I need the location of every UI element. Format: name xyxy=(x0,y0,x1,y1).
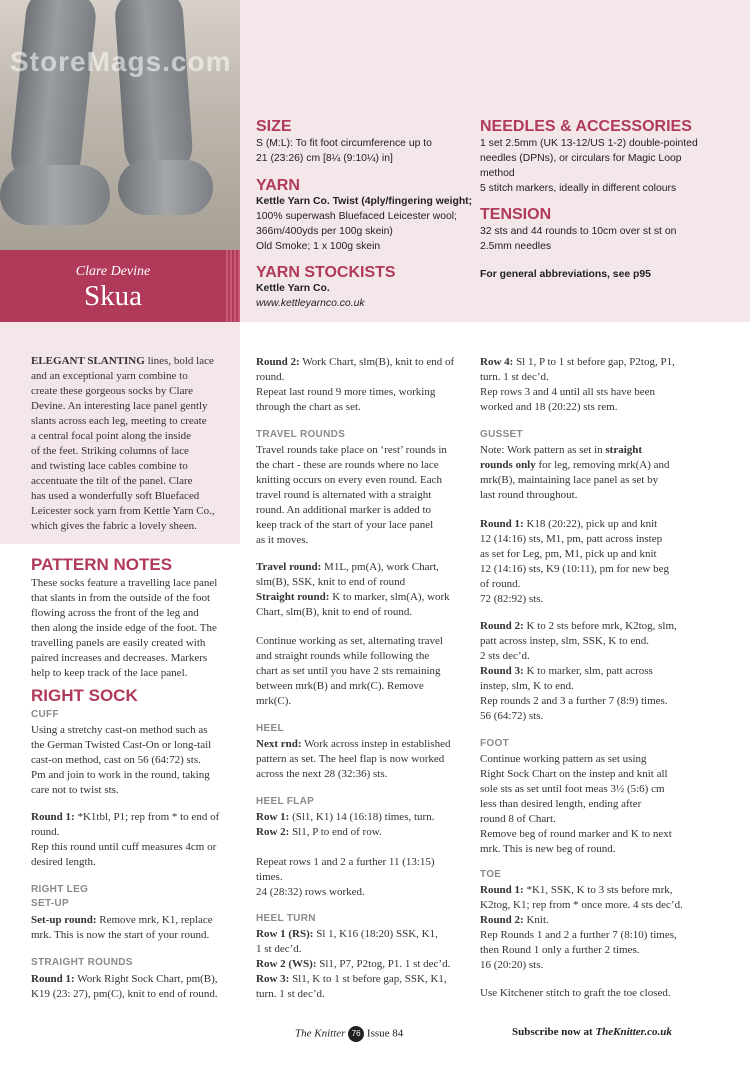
round-label: Round 1: xyxy=(31,973,75,985)
subscribe-site[interactable]: TheKnitter.co.uk xyxy=(595,1026,672,1038)
footer-subscribe[interactable] xyxy=(512,1026,672,1038)
yarn-line-3: 366m/400yds per 100g skein) xyxy=(256,226,393,237)
travel-line: the chart - these are rounds where no lace xyxy=(256,459,439,471)
needles-line-2: needles (DPNs), or circulars for Magic Loop xyxy=(480,153,682,164)
cuff-line: cast-on method, cast on 56 (64:72) sts. xyxy=(31,754,201,766)
yarn-heading: YARN xyxy=(256,177,300,194)
round-label: Round 2: xyxy=(480,914,524,926)
round-text: slm(B), SSK, knit to end of round xyxy=(256,576,406,588)
title-stripe xyxy=(226,250,240,322)
watermark: StoreMags.com xyxy=(10,46,232,77)
foot-line: mrk. This is new beg of round. xyxy=(480,843,616,855)
intro-line: Devine. An interesting lace panel gently xyxy=(31,400,208,412)
foot-heading: FOOT xyxy=(480,738,509,749)
travel-line: knitting occurs on every even round. Each xyxy=(256,474,443,486)
round-text: instep, slm, K to end. xyxy=(480,680,574,692)
round-label: Travel round: xyxy=(256,561,322,573)
heel-flap-repeat xyxy=(256,855,468,900)
row-label: Row 2: xyxy=(256,826,290,838)
notes-line: then along the inside edge of the foot. The xyxy=(31,622,217,634)
round-text: Repeat last round 9 more times, working xyxy=(256,386,436,398)
intro-line: a central focal point along the inside xyxy=(31,430,192,442)
sock-right-leg xyxy=(113,0,194,182)
round-text: K2tog, K1; rep from * once more. 4 sts dec’d. xyxy=(480,899,683,911)
row-text: Sl 1, K16 (18:20) SSK, K1, xyxy=(313,928,438,940)
intro-line: accentuate the tilt of the panel. Clare xyxy=(31,475,193,487)
heel-flap-heading: HEEL FLAP xyxy=(256,796,315,807)
intro-line: create these gorgeous socks by Clare xyxy=(31,385,193,397)
round-label: Round 2: xyxy=(480,620,524,632)
row-label: Row 1 (RS): xyxy=(256,928,314,940)
intro-line: slants across each leg, meeting to create xyxy=(31,415,207,427)
size-line-1: S (M:L): To fit foot circumference up to xyxy=(256,138,432,149)
heel-turn-heading: HEEL TURN xyxy=(256,913,316,924)
travel-line: travel round is alternated with a straight xyxy=(256,489,432,501)
intro-line: ELEGANT SLANTING lines, bold lace xyxy=(31,355,214,367)
tension-line-2: 2.5mm needles xyxy=(480,241,552,252)
notes-line: that slants in from the outside of the foot xyxy=(31,592,211,604)
note-text: mrk(B), maintaining lace panel as set by xyxy=(480,474,659,486)
size-heading: SIZE xyxy=(256,118,292,135)
designer-name: Clare Devine xyxy=(75,264,151,279)
toe-text xyxy=(480,883,695,973)
round-label: Round 1: xyxy=(31,811,75,823)
foot-line: Continue working pattern as set using xyxy=(480,753,647,765)
round-text: round. xyxy=(31,826,60,838)
round-label: Set-up round: xyxy=(31,914,97,926)
travel-line: round. An additional marker is added to xyxy=(256,504,432,516)
row-label: Row 1: xyxy=(256,811,290,823)
toe-heading: TOE xyxy=(480,869,502,880)
cuff-round-1 xyxy=(31,810,241,870)
setup-text xyxy=(31,913,241,943)
round-label: Round 2: xyxy=(256,356,300,368)
foot-line: Right Sock Chart on the instep and knit all xyxy=(480,768,668,780)
row-label: Row 2 (WS): xyxy=(256,958,317,970)
intro-line: and twisting lace cables combine to xyxy=(31,460,188,472)
row-label: Row 3: xyxy=(256,973,290,985)
size-line-2: 21 (23:26) cm [8¼ (9:10¼) in] xyxy=(256,153,393,164)
right-sock-heading: RIGHT SOCK xyxy=(31,686,138,705)
cuff-line: care not to twist sts. xyxy=(31,784,119,796)
magazine-name: The Knitter xyxy=(295,1027,346,1040)
travel-line: keep track of the start of your lace panel xyxy=(256,519,434,531)
round-text: as set for Leg, pm, M1, pick up and knit xyxy=(480,548,657,560)
stockist-name: Kettle Yarn Co. xyxy=(256,283,330,294)
round-text: 2 sts dec’d. xyxy=(480,650,530,662)
note-text: last round throughout. xyxy=(480,489,578,501)
stockists-heading: YARN STOCKISTS xyxy=(256,264,396,281)
row-text: Sl1, K to 1 st before gap, SSK, K1, xyxy=(289,973,447,985)
notes-line: flowing across the front of the leg and xyxy=(31,607,199,619)
cuff-text xyxy=(31,723,241,798)
round-text: desired length. xyxy=(31,856,96,868)
round-text: Knit. xyxy=(523,914,549,926)
gusset-note xyxy=(480,443,695,503)
round-text: *K1, SSK, K to 3 sts before mrk, xyxy=(523,884,673,896)
round-text: pattern as set. The heel flap is now worked xyxy=(256,753,445,765)
footer-issue xyxy=(295,1026,403,1042)
travel-text xyxy=(256,443,468,548)
round-text: then Round 1 only a further 2 times. xyxy=(480,944,640,956)
row-text: turn. 1 st dec’d. xyxy=(480,371,549,383)
travel-rounds-heading: TRAVEL ROUNDS xyxy=(256,429,346,440)
setup-heading: SET-UP xyxy=(31,898,69,909)
round-text: 16 (20:20) sts. xyxy=(480,959,544,971)
yarn-line-4: Old Smoke; 1 x 100g skein xyxy=(256,241,381,252)
intro-line: Leicester sock yarn from Kettle Yarn Co., xyxy=(31,505,215,517)
row-text: Sl 1, P to 1 st before gap, P2tog, P1, xyxy=(513,356,675,368)
title-block xyxy=(0,250,240,322)
tension-line-1: 32 sts and 44 rounds to 10cm over st st on xyxy=(480,226,677,237)
foot-line: Remove beg of round marker and K to next xyxy=(480,828,672,840)
round-label: Straight round: xyxy=(256,591,330,603)
needles-line-4: 5 stitch markers, ideally in different colours xyxy=(480,183,677,194)
yarn-line-1: Kettle Yarn Co. Twist (4ply/fingering weight; xyxy=(256,196,473,207)
continue-line: chart as set until you have 2 sts remaining xyxy=(256,665,441,677)
row-label: Row 4: xyxy=(480,356,514,368)
continue-line: between mrk(B) and mrk(C). Remove xyxy=(256,680,424,692)
round-text: M1L, pm(A), work Chart, xyxy=(321,561,439,573)
page-number-badge: 76 xyxy=(348,1026,364,1042)
round-text: K19 (23: 27), pm(C), knit to end of round. xyxy=(31,988,218,1000)
stockist-url[interactable]: www.kettleyarnco.co.uk xyxy=(256,298,365,309)
row-text: turn. 1 st dec’d. xyxy=(256,988,325,1000)
heel-heading: HEEL xyxy=(256,723,284,734)
row-text: Sl1, P7, P2tog, P1. 1 st dec’d. xyxy=(316,958,451,970)
col2-round-2 xyxy=(256,355,468,415)
intro-line: has used a wonderfully soft Bluefaced xyxy=(31,490,200,502)
round-text: Work Chart, slm(B), knit to end of xyxy=(299,356,455,368)
pattern-notes-heading: PATTERN NOTES xyxy=(31,555,173,574)
cuff-line: the German Twisted Cast-On or long-tail xyxy=(31,739,212,751)
travel-line: Travel rounds take place on ‘rest’ rounds in xyxy=(256,444,447,456)
continue-line: and straight rounds while following the xyxy=(256,650,430,662)
foot-line: less than desired length, ending after xyxy=(480,798,642,810)
round-text: K to 2 sts before mrk, K2tog, slm, xyxy=(523,620,677,632)
round-text: Rep this round until cuff measures 4cm or xyxy=(31,841,217,853)
row-text: times. xyxy=(256,871,283,883)
round-text: Rep Rounds 1 and 2 a further 7 (8:10) times, xyxy=(480,929,677,941)
round-label: Round 1: xyxy=(480,518,524,530)
round-text: 56 (64:72) sts. xyxy=(480,710,544,722)
kitchener-note: Use Kitchener stitch to graft the toe closed. xyxy=(480,987,671,999)
intro-line: which gives the fabric a lovely sheen. xyxy=(31,520,197,532)
travel-round-instructions xyxy=(256,560,468,620)
row-text: 1 st dec’d. xyxy=(256,943,302,955)
yarn-line-2: 100% superwash Bluefaced Leicester wool; xyxy=(256,211,458,222)
intro-line: of the feet. Striking columns of lace xyxy=(31,445,189,457)
foot-text xyxy=(480,752,695,857)
foot-line: round 8 of Chart. xyxy=(480,813,556,825)
notes-line: travelling panels are easily created with xyxy=(31,637,206,649)
issue-number: Issue 84 xyxy=(366,1027,404,1040)
notes-line: help to keep track of the lace panel. xyxy=(31,667,188,679)
round-text: patt across instep, slm, SSK, K to end. xyxy=(480,635,649,647)
round-text: through the chart as set. xyxy=(256,401,361,413)
cuff-line: Pm and join to work in the round, taking xyxy=(31,769,210,781)
needles-line-1: 1 set 2.5mm (UK 13-12/US 1-2) double-pointed xyxy=(480,138,698,149)
heel-flap-rows xyxy=(256,810,468,840)
right-leg-heading: RIGHT LEG xyxy=(31,884,89,895)
heel-turn-rows xyxy=(256,927,468,1002)
round-label: Next rnd: xyxy=(256,738,302,750)
row-text: (Sl1, K1) 14 (16:18) times, turn. xyxy=(289,811,435,823)
round-text: K to marker, slm(A), work xyxy=(329,591,450,603)
row-text: Sl1, P to end of row. xyxy=(289,826,382,838)
note-emphasis: rounds only xyxy=(480,459,536,471)
notes-line: These socks feature a travelling lace panel xyxy=(31,577,218,589)
round-text: 72 (82:92) sts. xyxy=(480,593,544,605)
col3-row-4 xyxy=(480,355,695,415)
row-text: Repeat rows 1 and 2 a further 11 (13:15) xyxy=(256,856,435,868)
needles-heading: NEEDLES & ACCESSORIES xyxy=(480,118,692,135)
round-text: Remove mrk, K1, replace xyxy=(96,914,213,926)
pattern-title: Skua xyxy=(84,280,142,312)
foot-line: sole sts as set until foot meas 3½ (5:6) cm xyxy=(480,783,665,795)
abbreviations-note: For general abbreviations, see p95 xyxy=(480,269,651,280)
gusset-round-2-3 xyxy=(480,619,695,724)
straight-rounds-heading: STRAIGHT ROUNDS xyxy=(31,957,133,968)
round-text: K to marker, slm, patt across xyxy=(523,665,653,677)
intro-line: and an exceptional yarn combine to xyxy=(31,370,188,382)
row-text: 24 (28:32) rows worked. xyxy=(256,886,365,898)
round-text: of round. xyxy=(480,578,521,590)
cuff-heading: CUFF xyxy=(31,709,59,720)
note-emphasis: straight xyxy=(605,444,643,456)
notes-line: paired increases and decreases. Markers xyxy=(31,652,208,664)
sock-left-foot xyxy=(0,165,110,225)
tension-heading: TENSION xyxy=(480,206,552,223)
round-label: Round 1: xyxy=(480,884,524,896)
continue-line: Continue working as set, alternating travel xyxy=(256,635,443,647)
round-text: Rep rounds 2 and 3 a further 7 (8:9) times. xyxy=(480,695,668,707)
round-text: round. xyxy=(256,371,285,383)
round-label: Round 3: xyxy=(480,665,524,677)
continue-line: mrk(C). xyxy=(256,695,292,707)
gusset-heading: GUSSET xyxy=(480,429,523,440)
round-text: across the next 28 (32:36) sts. xyxy=(256,768,388,780)
travel-line: as it moves. xyxy=(256,534,309,546)
pattern-notes-text xyxy=(31,576,241,681)
note-text: Note: Work pattern as set in xyxy=(480,444,606,456)
round-text: 12 (14:16) sts, K9 (10:11), pm for new beg xyxy=(480,563,670,575)
cuff-line: Using a stretchy cast-on method such as xyxy=(31,724,208,736)
round-text: mrk. This is now the start of your round. xyxy=(31,929,210,941)
gusset-round-1 xyxy=(480,517,695,607)
heel-text xyxy=(256,737,468,782)
sock-right-foot xyxy=(118,160,213,215)
round-text: *K1tbl, P1; rep from * to end of xyxy=(74,811,220,823)
straight-round-1 xyxy=(31,972,241,1002)
subscribe-text: Subscribe now at xyxy=(512,1026,596,1038)
intro-text xyxy=(31,354,233,534)
round-text: Work Right Sock Chart, pm(B), xyxy=(74,973,218,985)
socks-photo xyxy=(0,0,240,250)
note-text: for leg, removing mrk(A) and xyxy=(535,459,670,471)
round-text: Work across instep in established xyxy=(301,738,451,750)
round-text: K18 (20:22), pick up and knit xyxy=(523,518,658,530)
row-text: Rep rows 3 and 4 until all sts have been xyxy=(480,386,656,398)
round-text: 12 (14:16) sts, M1, pm, patt across instep xyxy=(480,533,663,545)
continue-text xyxy=(256,634,468,709)
round-text: Chart, slm(B), knit to end of round. xyxy=(256,606,413,618)
row-text: worked and 18 (20:22) sts rem. xyxy=(480,401,618,413)
needles-line-3: method xyxy=(480,168,515,179)
